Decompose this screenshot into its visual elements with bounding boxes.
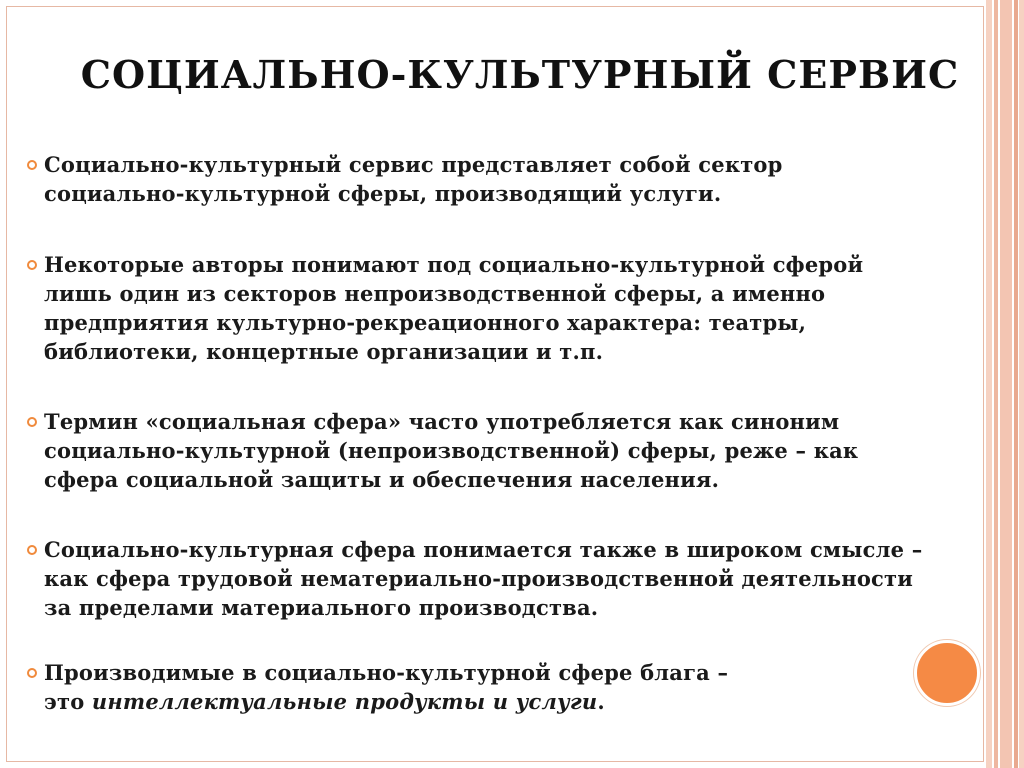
text-suffix: . <box>597 689 605 714</box>
text-line: Производимые в социально-культурной сфере блага – <box>44 660 729 685</box>
text-line: социально-культурной (непроизводственной) сферы, реже – как <box>44 438 859 463</box>
stripe <box>1014 0 1018 768</box>
decorative-orange-circle <box>914 640 980 706</box>
bullet-text <box>44 250 982 366</box>
slide-frame <box>6 6 984 762</box>
text-line: за пределами материального производства. <box>44 595 599 620</box>
bullet-item <box>22 658 982 716</box>
stripe <box>1019 0 1024 768</box>
bullet-text <box>44 407 982 494</box>
text-prefix: это <box>44 689 92 714</box>
bullet-text <box>44 535 982 622</box>
text-line: библиотеки, концертные организации и т.п. <box>44 339 604 364</box>
bullet-item <box>22 250 982 366</box>
text-line: Социально-культурный сервис представляет собой сектор <box>44 152 783 177</box>
italic-emphasis: интеллектуальные продукты и услуги <box>91 689 598 714</box>
slide-title: СОЦИАЛЬНО-КУЛЬТУРНЫЙ СЕРВИС <box>80 52 960 97</box>
stripe <box>994 0 998 768</box>
stripe <box>1000 0 1012 768</box>
text-line: предприятия культурно-рекреационного характера: театры, <box>44 310 807 335</box>
bullet-circle-icon <box>27 260 37 270</box>
text-line: сфера социальной защиты и обеспечения населения. <box>44 467 720 492</box>
text-line: Социально-культурная сфера понимается также в широком смысле – <box>44 537 923 562</box>
text-line <box>44 687 982 716</box>
text-line: Термин «социальная сфера» часто употребляется как синоним <box>44 409 840 434</box>
bullet-item <box>22 535 982 622</box>
bullet-item <box>22 150 982 208</box>
text-line: Некоторые авторы понимают под социально-культурной сферой <box>44 252 864 277</box>
bullet-circle-icon <box>27 160 37 170</box>
bullet-circle-icon <box>27 417 37 427</box>
stripe <box>986 0 992 768</box>
text-line: лишь один из секторов непроизводственной сферы, а именно <box>44 281 826 306</box>
bullet-item <box>22 407 982 494</box>
text-line: как сфера трудовой нематериально-производственной деятельности <box>44 566 914 591</box>
bullet-text <box>44 150 982 208</box>
text-line: социально-культурной сферы, производящий услуги. <box>44 181 722 206</box>
bullet-circle-icon <box>27 545 37 555</box>
bullet-text <box>44 658 982 716</box>
bullet-circle-icon <box>27 668 37 678</box>
